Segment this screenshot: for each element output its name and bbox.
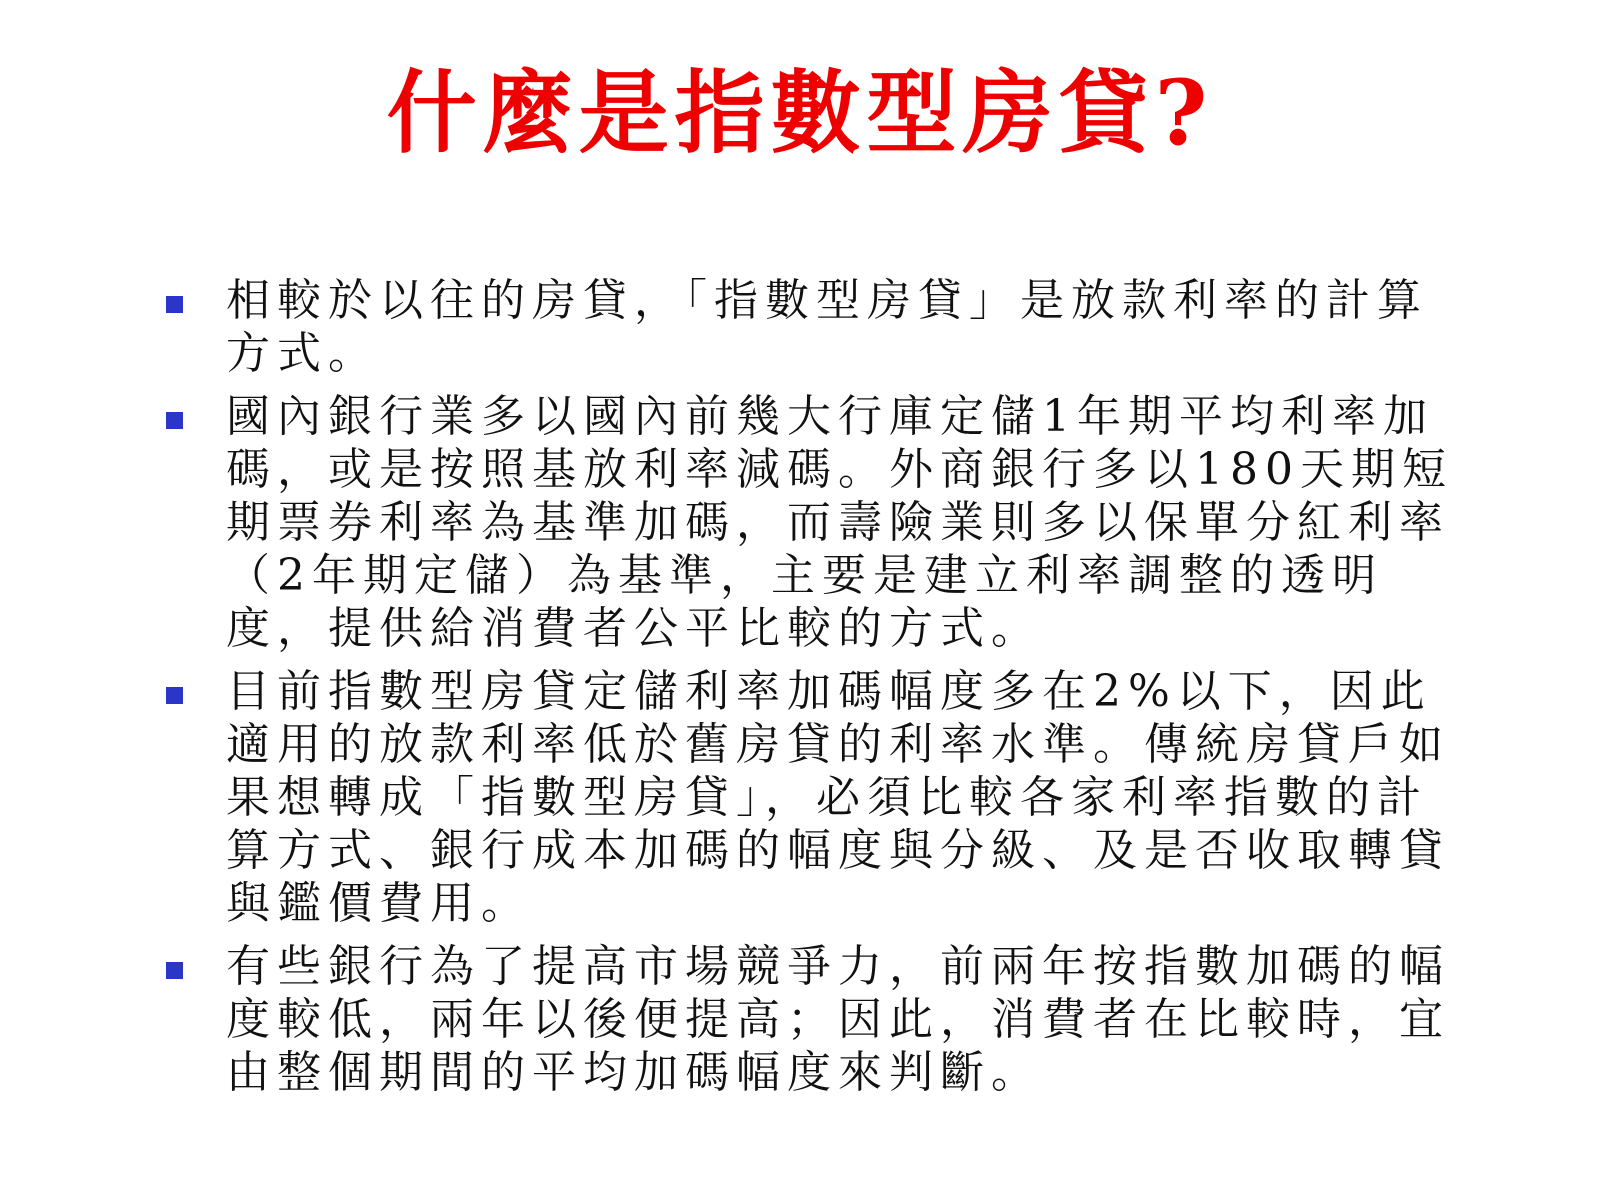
slide-title: 什麼是指數型房貸? (386, 60, 1214, 166)
bullet-text: 相較於以往的房貸，「指數型房貸」是放款利率的計算方式。 (226, 275, 1428, 379)
bullet-item (150, 274, 1490, 380)
square-bullet-icon (166, 962, 183, 979)
bullet-item (150, 665, 1490, 930)
square-bullet-icon (166, 687, 183, 704)
bullet-text: 國內銀行業多以國內前幾大行庫定儲1年期平均利率加碼，或是按照基放利率減碼。外商銀行多以180天期短期票券利率為基準加碼，而壽險業則多以保單分紅利率（2年期定儲）為基準，主要是建立利率調整的透明度，提供給消費者公平比較的方式。 (226, 391, 1453, 654)
bullet-item (150, 390, 1490, 655)
square-bullet-icon (166, 296, 183, 313)
bullet-text: 有些銀行為了提高市場競爭力，前兩年按指數加碼的幅度較低，兩年以後便提高；因此，消費者在比較時，宜由整個期間的平均加碼幅度來判斷。 (226, 941, 1450, 1098)
bullet-item (150, 940, 1490, 1099)
square-bullet-icon (166, 412, 183, 429)
bullet-list (150, 274, 1490, 1109)
bullet-text: 目前指數型房貸定儲利率加碼幅度多在2%以下，因此適用的放款利率低於舊房貸的利率水準。傳統房貸戶如果想轉成「指數型房貸」，必須比較各家利率指數的計算方式、銀行成本加碼的幅度與分級、及是否收取轉貸與鑑價費用。 (226, 666, 1450, 929)
